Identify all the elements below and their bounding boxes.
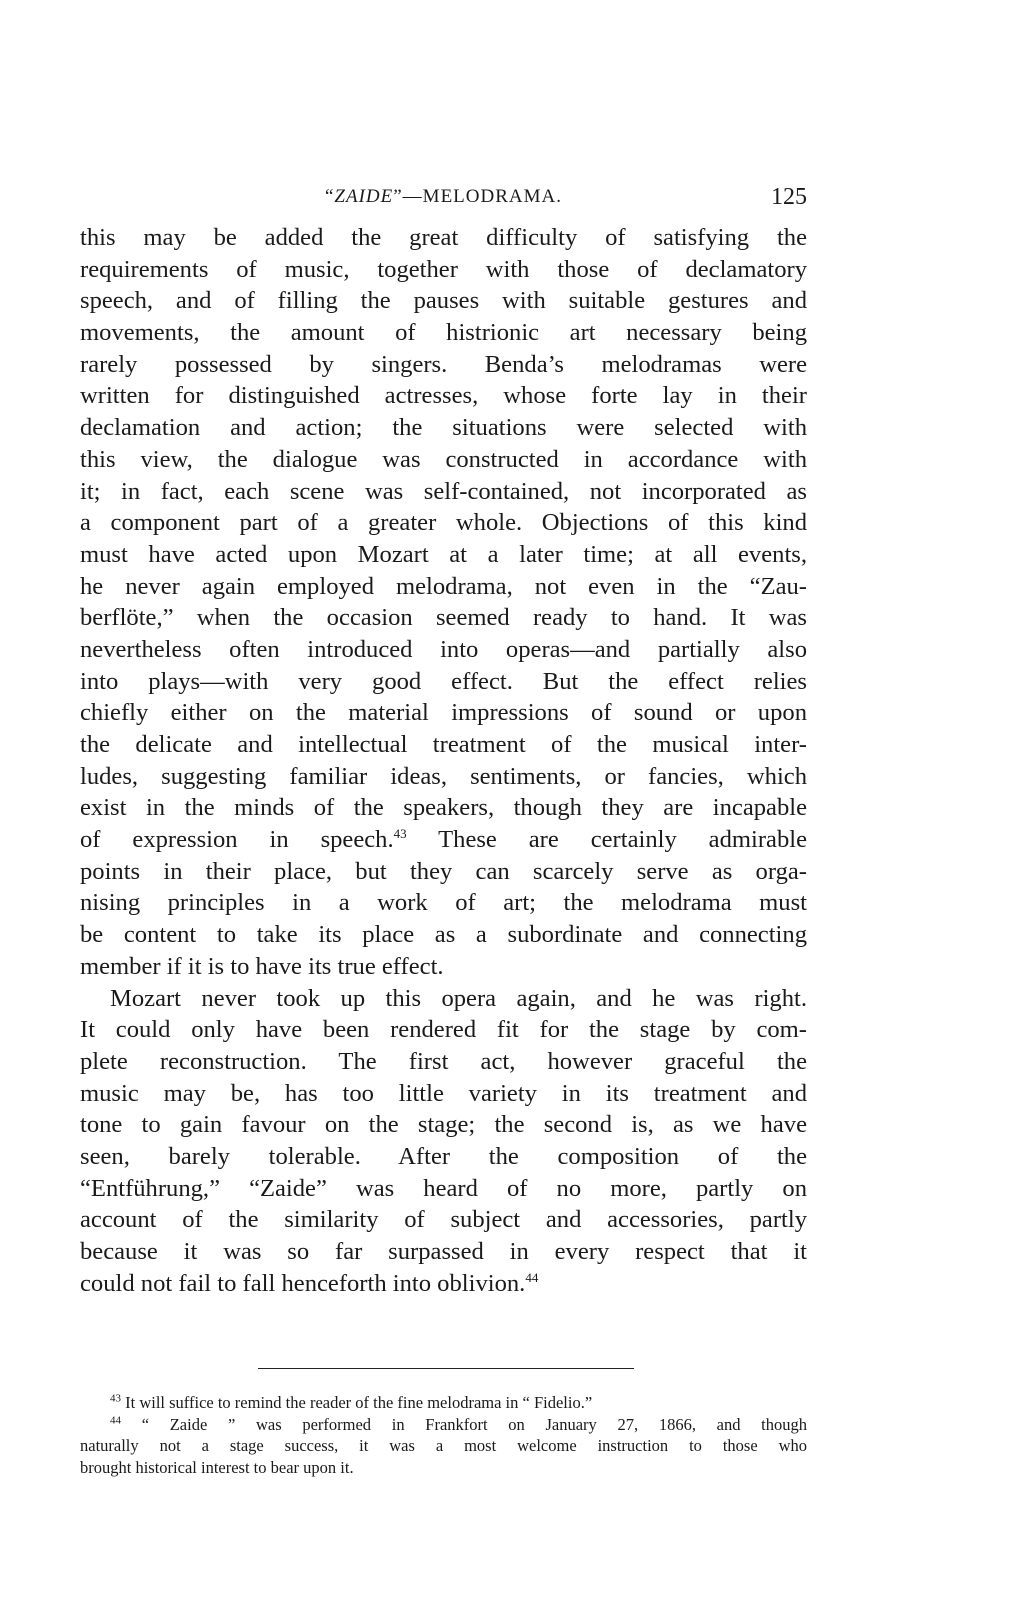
text-line: tone to gain favour on the stage; the second is, as we have <box>80 1111 807 1139</box>
text-line: plete reconstruction. The first act, however graceful the <box>80 1047 807 1075</box>
text-line: into plays—with very good effect. But the effect relies <box>80 667 807 695</box>
running-head-quote-open: “ <box>324 186 335 207</box>
footnote-43 <box>80 1392 807 1414</box>
text-line: points in their place, but they can scarcely serve as orga- <box>80 857 807 885</box>
text-line: must have acted upon Mozart at a later time; at all events, <box>80 540 807 568</box>
footnote-marker: 44 <box>110 1414 121 1427</box>
paragraph-first-line: Mozart never took up this opera again, and he was right. <box>110 984 807 1012</box>
text-line: rarely possessed by singers. Benda’s melodramas were <box>80 350 807 378</box>
text-line: It could only have been rendered fit for the stage by com- <box>80 1016 807 1044</box>
text-line-with-footnote-ref <box>80 824 807 856</box>
text-line: the delicate and intellectual treatment of the musical inter- <box>80 731 807 758</box>
text-line: requirements of music, together with those of declamatory <box>80 255 807 283</box>
line-text: These are certainly admirable <box>406 826 807 854</box>
text-line: berflöte,” when the occasion seemed ready to hand. It was <box>80 604 807 632</box>
running-head-title: ZAIDE <box>334 186 394 207</box>
text-line: written for distinguished actresses, whose forte lay in their <box>80 382 807 410</box>
text-line: he never again employed melodrama, not even in the “Zau- <box>80 572 807 600</box>
footnote-text: It will suffice to remind the reader of the fine melodrama in “ Fidelio.” <box>121 1393 593 1412</box>
paragraph-last-line <box>80 1268 807 1300</box>
text-line: this view, the dialogue was constructed in accordance with <box>80 445 807 473</box>
footnote-text: “ Zaide ” was performed in Frankfort on January 27, 1866, and though <box>121 1414 807 1434</box>
footnote-marker: 43 <box>110 1392 121 1405</box>
footnote-44 <box>80 1414 807 1436</box>
page-number: 125 <box>771 184 807 210</box>
text-line: nising principles in a work of art; the melodrama must <box>80 889 807 917</box>
page-header <box>80 186 807 216</box>
footnotes <box>80 1392 807 1479</box>
text-line: a component part of a greater whole. Objections of this kind <box>80 509 807 537</box>
footnote-separator-rule <box>258 1368 634 1369</box>
text-line: exist in the minds of the speakers, though they are incapable <box>80 794 807 822</box>
running-head <box>80 186 807 208</box>
footnote-ref-44: 44 <box>525 1269 539 1285</box>
text-line: it; in fact, each scene was self-contained, not incorporated as <box>80 477 807 505</box>
text-line: nevertheless often introduced into operas—and partially also <box>80 635 807 663</box>
text-line: seen, barely tolerable. After the composition of the <box>80 1142 807 1170</box>
footnote-ref-43: 43 <box>393 825 407 841</box>
text-line: declamation and action; the situations were selected with <box>80 414 807 442</box>
text-line: movements, the amount of histrionic art necessary being <box>80 319 807 347</box>
footnote-line: naturally not a stage success, it was a most welcome instruction to those who <box>80 1436 807 1456</box>
text-line: because it was so far surpassed in every respect that it <box>80 1238 807 1265</box>
body-text <box>80 222 807 1299</box>
line-text: of expression in speech. <box>80 826 394 854</box>
text-line: this may be added the great difficulty of satisfying the <box>80 224 807 251</box>
footnote-line: brought historical interest to bear upon it. <box>80 1458 354 1478</box>
paragraph-last-line: member if it is to have its true effect. <box>80 952 444 980</box>
text-line: account of the similarity of subject and accessories, partly <box>80 1206 807 1234</box>
text-line: speech, and of filling the pauses with suitable gestures and <box>80 287 807 315</box>
text-line: “Entführung,” “Zaide” was heard of no more, partly on <box>80 1174 807 1202</box>
text-line: chiefly either on the material impressions of sound or upon <box>80 699 807 727</box>
text-line: music may be, has too little variety in its treatment and <box>80 1079 807 1107</box>
text-line: be content to take its place as a subordinate and connecting <box>80 921 807 949</box>
running-head-rest: ”—MELODRAMA. <box>393 186 562 207</box>
text-line: ludes, suggesting familiar ideas, sentiments, or fancies, which <box>80 762 807 790</box>
line-text: could not fail to fall henceforth into oblivion. <box>80 1269 526 1297</box>
